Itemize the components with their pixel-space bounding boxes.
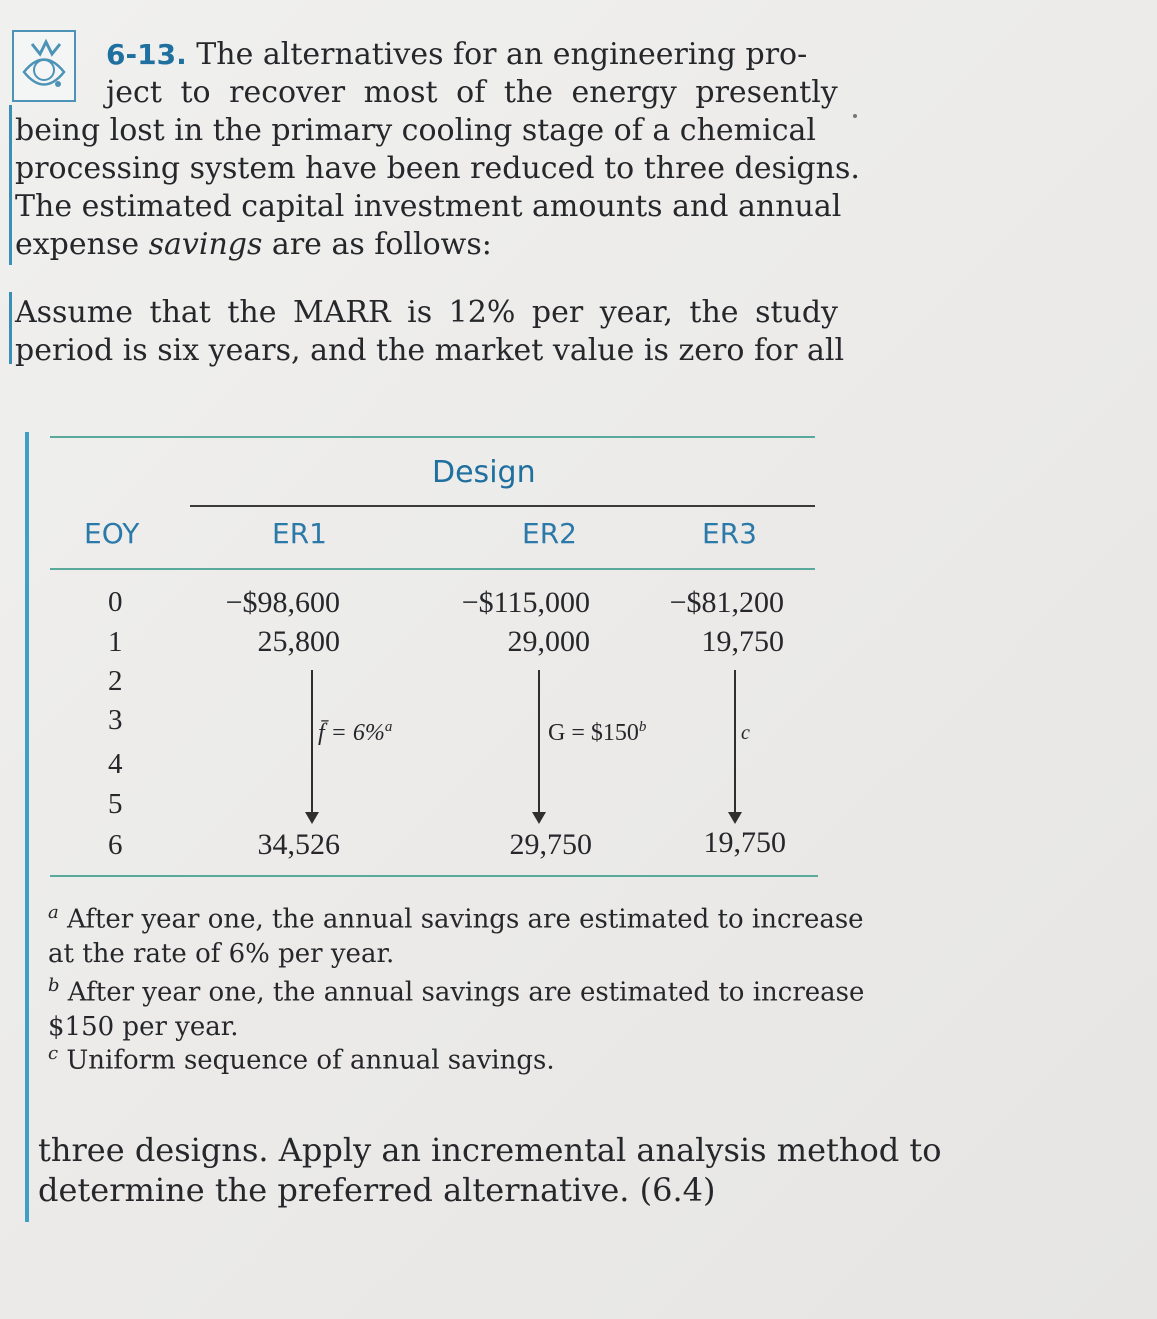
- er3-y1-cell: 19,750: [701, 625, 784, 658]
- er3-arrow-head: [728, 812, 742, 824]
- design-group-header: Design: [432, 455, 536, 490]
- header-bottom-rule: [50, 568, 815, 570]
- assume-line-2: period is six years, and the market value is zero for all: [15, 333, 845, 368]
- problem-number: 6-13.: [106, 38, 187, 71]
- er2-y6-cell: 29,750: [509, 828, 592, 861]
- col-header-er2: ER2: [522, 517, 577, 550]
- continuation-line-2: determine the preferred alternative. (6.4): [38, 1171, 716, 1209]
- eoy-cell: 3: [108, 704, 123, 736]
- eoy-cell: 5: [108, 788, 123, 820]
- footnote-c-mark: c: [48, 1043, 59, 1064]
- er2-gradient-annotation: $G = \$150^b$: [548, 719, 647, 746]
- footnote-a: $^a$ After year one, the annual savings are estimated to increase at the rate of 6% per year.: [48, 902, 864, 969]
- er1-y0-cell: −$98,600: [225, 586, 340, 619]
- er1-y6-cell: 34,526: [257, 828, 340, 861]
- eoy-cell: 1: [108, 626, 123, 658]
- continuation-line-1: three designs. Apply an incremental analysis method to: [38, 1131, 942, 1169]
- col-header-er3: ER3: [702, 517, 757, 550]
- footnote-c: $^c$ Uniform sequence of annual savings.: [48, 1043, 555, 1076]
- footnote-b: $^b$ After year one, the annual savings are estimated to increase $150 per year.: [48, 975, 865, 1042]
- eoy-cell: 2: [108, 665, 123, 697]
- er1-growth-annotation: f̄ = 6%$^a$: [318, 719, 393, 746]
- table-margin-rule: [25, 432, 29, 1222]
- problem-line-1: 6-13. The alternatives for an engineering pro-: [106, 37, 808, 72]
- problem-line-4: processing system have been reduced to three designs.: [15, 151, 860, 186]
- col-header-er1: ER1: [272, 517, 327, 550]
- er1-y1-cell: 25,800: [257, 625, 340, 658]
- er2-arrow-shaft: [538, 670, 540, 812]
- continuation-paragraph: [38, 1130, 942, 1210]
- er1-arrow-head: [305, 812, 319, 824]
- er1-arrow-shaft: [311, 670, 313, 812]
- eoy-header: EOY: [84, 517, 140, 550]
- problem-lines-indented: [106, 36, 838, 112]
- er3-y6-cell: 19,750: [703, 826, 786, 859]
- assume-paragraph: [15, 294, 845, 370]
- design-underline: [190, 505, 815, 507]
- text-margin-rule: [9, 105, 12, 265]
- problem-line-5: The estimated capital investment amounts and annual: [15, 189, 842, 224]
- table-top-rule: [50, 436, 815, 438]
- er2-arrow-head: [532, 812, 546, 824]
- problem-line-2: ject to recover most of the energy presently: [106, 75, 838, 110]
- eoy-cell: 6: [108, 829, 123, 861]
- er2-y1-cell: 29,000: [507, 625, 590, 658]
- assume-line-1: Assume that the MARR is 12% per year, the study: [15, 295, 839, 330]
- er3-uniform-annotation: c: [741, 722, 750, 744]
- er3-y0-cell: −$81,200: [669, 586, 784, 619]
- speck: [853, 114, 857, 118]
- footnote-b-mark: b: [48, 975, 60, 996]
- er3-arrow-shaft: [734, 670, 736, 812]
- text-margin-rule: [9, 292, 12, 364]
- problem-line-6: expense savings are as follows:: [15, 227, 492, 262]
- problem-lines-full: [15, 112, 860, 264]
- eoy-cell: 4: [108, 748, 123, 780]
- er2-y0-cell: −$115,000: [461, 586, 590, 619]
- problem-line-3: being lost in the primary cooling stage of a chemical: [15, 113, 817, 148]
- footnote-a-mark: a: [48, 902, 59, 923]
- table-bottom-rule: [50, 875, 818, 877]
- eoy-cell: 0: [108, 586, 123, 618]
- problem-icon: [12, 30, 76, 102]
